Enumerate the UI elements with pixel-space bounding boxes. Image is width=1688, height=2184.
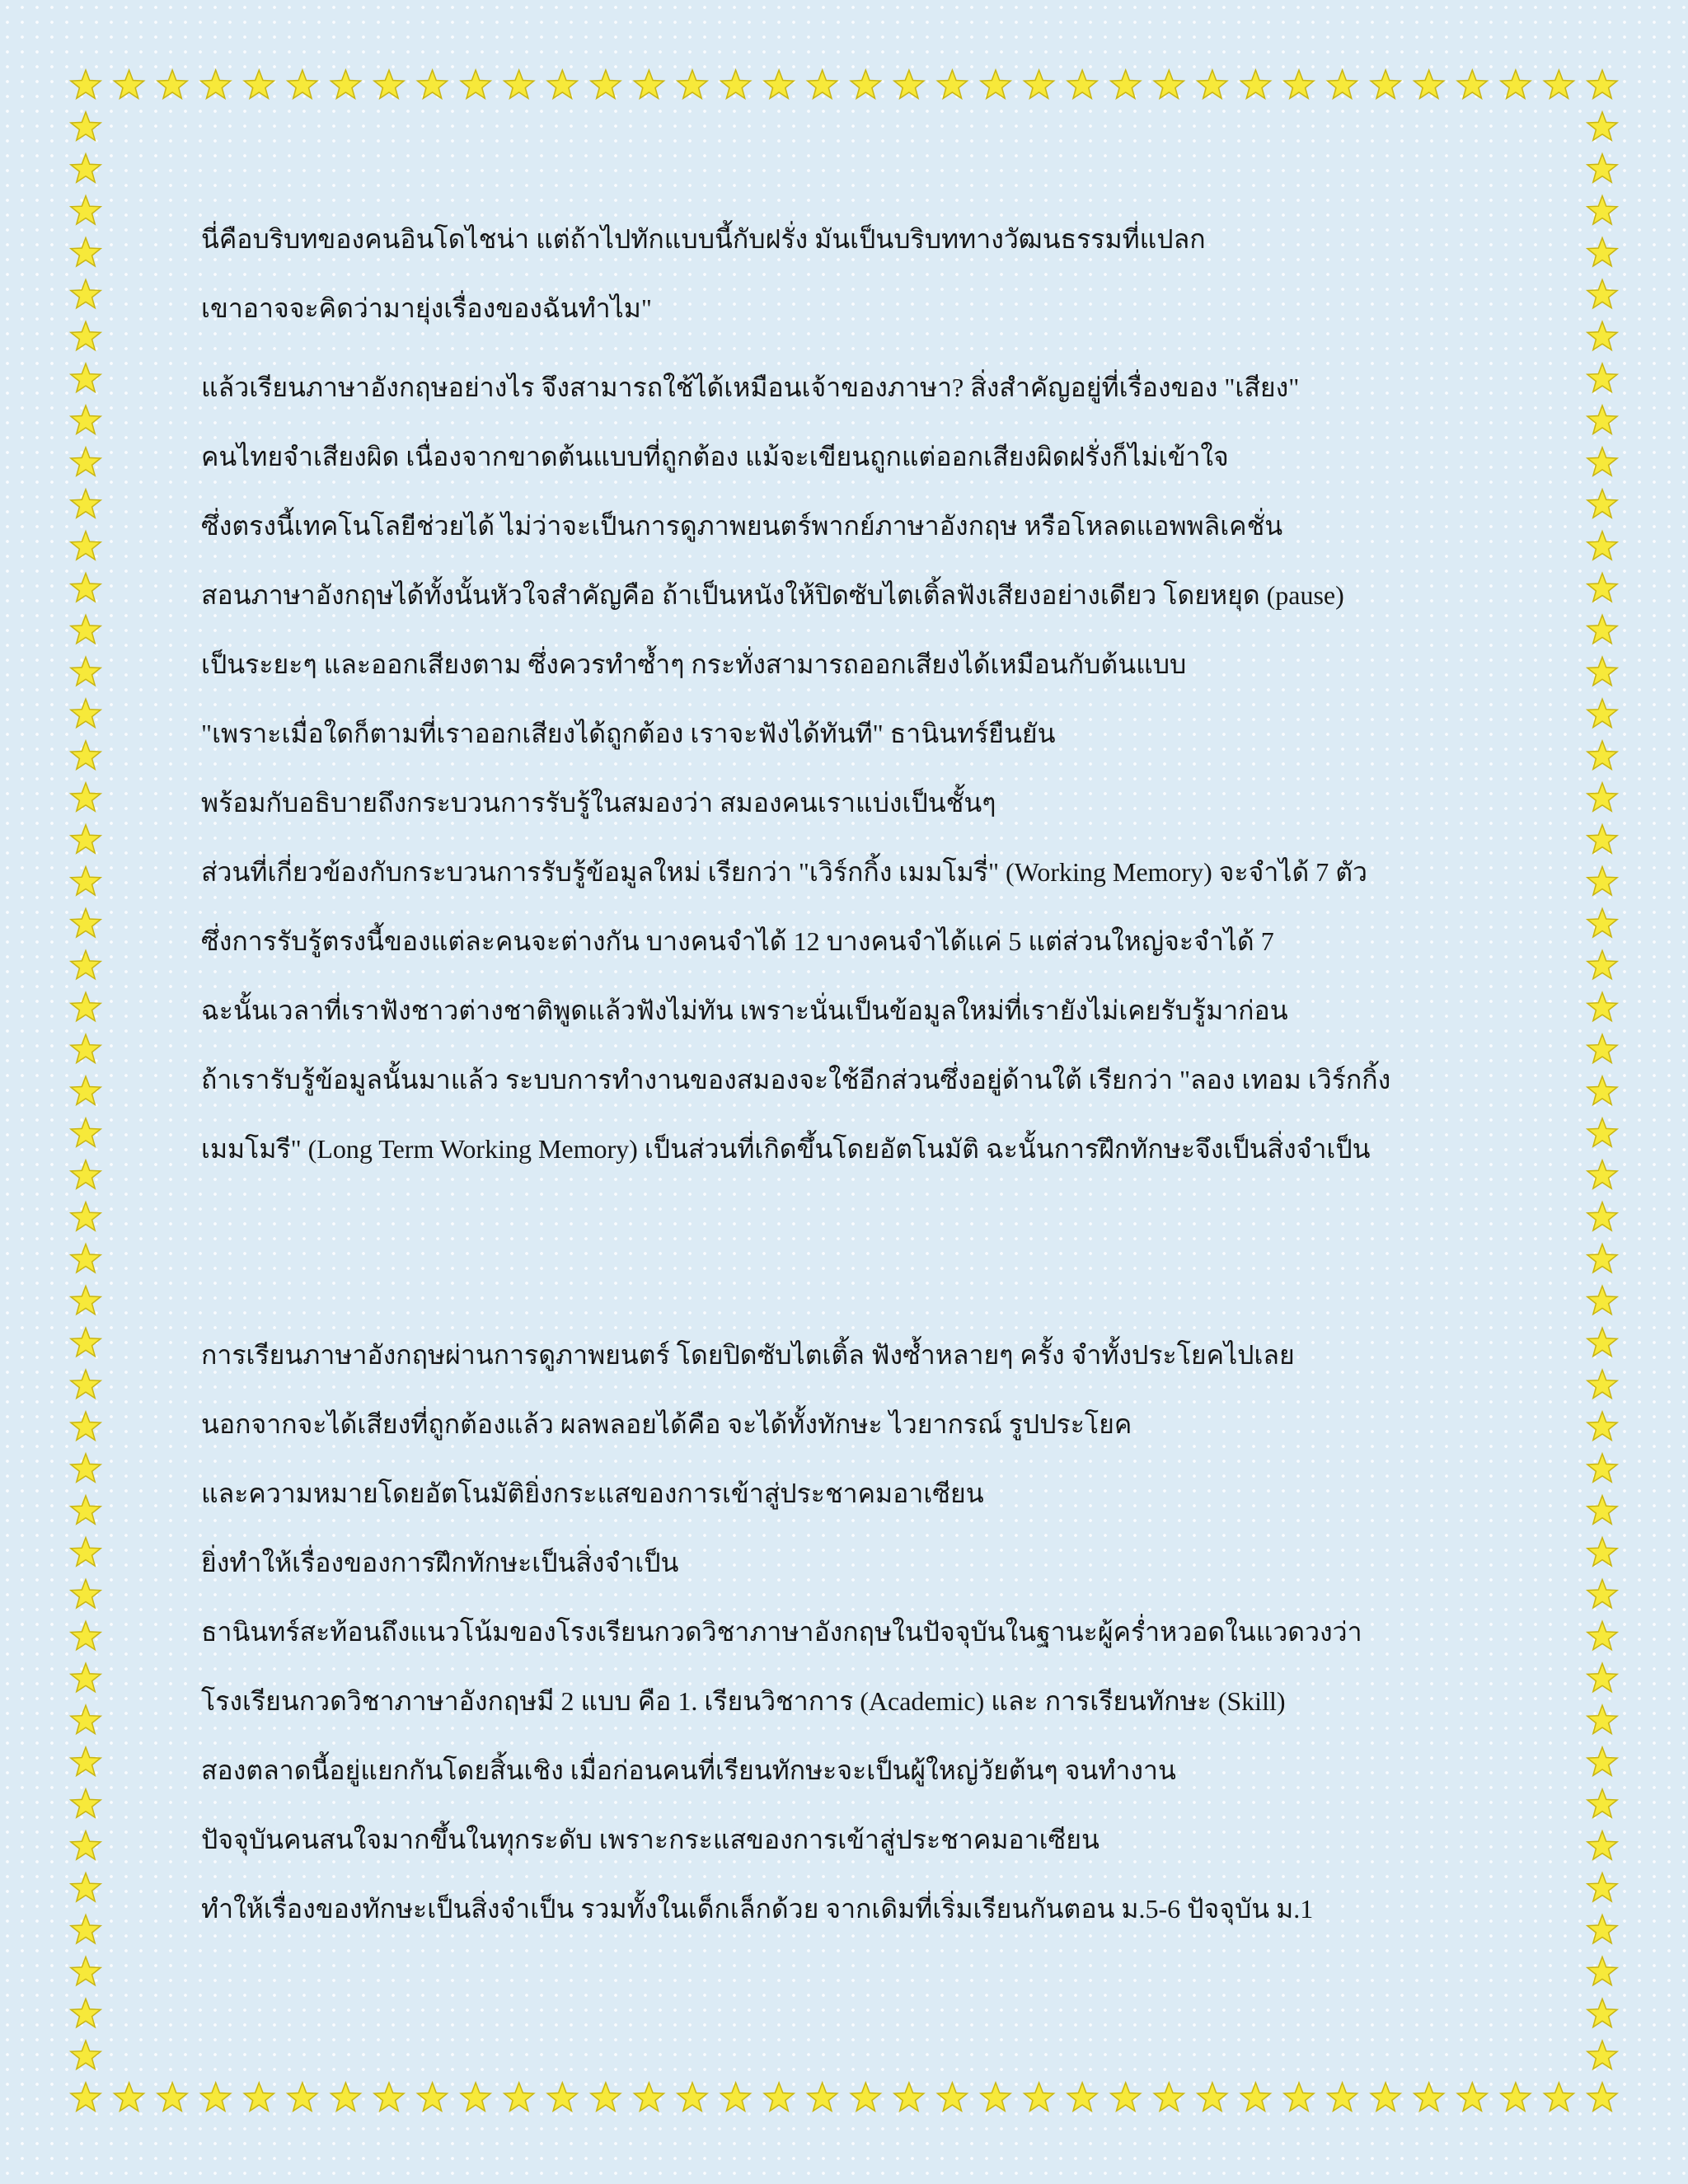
star-icon: [71, 1076, 101, 1104]
star-icon: [1240, 2083, 1270, 2111]
star-icon: [1371, 2083, 1400, 2111]
star-icon: [374, 2083, 404, 2111]
star-icon: [981, 2083, 1010, 2111]
star-icon: [1587, 112, 1617, 140]
star-icon: [1587, 741, 1617, 769]
text-line: ยิ่งทำให้เรื่องของการฝึกทักษะเป็นสิ่งจำเป็น: [201, 1548, 679, 1577]
star-icon: [1067, 70, 1097, 98]
star-icon: [1587, 363, 1617, 391]
star-icon: [71, 825, 101, 853]
star-icon: [1587, 2041, 1617, 2069]
star-icon: [1587, 574, 1617, 602]
text-line: แล้วเรียนภาษาอังกฤษอย่างไร จึงสามารถใช้ได้เหมือนเจ้าของภาษา? สิ่งสำคัญอยู่ที่เรื่องของ "เสียง": [201, 373, 1300, 402]
star-icon: [1025, 70, 1054, 98]
star-icon: [1587, 1412, 1617, 1440]
star-icon: [1587, 909, 1617, 937]
star-icon: [634, 2083, 663, 2111]
star-icon: [937, 70, 967, 98]
star-icon: [1587, 1663, 1617, 1691]
text-line: นี่คือบริบทของคนอินโดไชน่า แต่ถ้าไปทักแบบนี้กับฝรั่ง มันเป็นบริบททางวัฒนธรรมที่แปลก: [201, 224, 1206, 254]
star-icon: [288, 2083, 317, 2111]
star-icon: [1587, 154, 1617, 182]
star-icon: [1544, 2083, 1573, 2111]
star-icon: [288, 70, 317, 98]
star-icon: [71, 1747, 101, 1775]
text-line: สอนภาษาอังกฤษได้ทั้งนั้นหัวใจสำคัญคือ ถ้าเป็นหนังให้ปิดซับไตเติ้ลฟังเสียงอย่างเดียว โดยหยุด (pause): [201, 580, 1344, 610]
star-icon: [1025, 2083, 1054, 2111]
star-icon: [71, 1957, 101, 1985]
paragraph-2: [201, 353, 1553, 1183]
star-icon: [678, 70, 707, 98]
paragraph-3: [201, 1320, 1553, 1943]
star-icon: [1587, 950, 1617, 978]
star-icon: [1587, 1580, 1617, 1608]
star-icon: [1587, 1286, 1617, 1314]
star-icon: [1587, 2083, 1617, 2111]
text-line: สองตลาดนี้อยู่แยกกันโดยสิ้นเชิง เมื่อก่อนคนที่เรียนทักษะจะเป็นผู้ใหญ่วัยต้นๆ จนทำงาน: [201, 1755, 1176, 1785]
star-icon: [71, 657, 101, 685]
star-icon: [1414, 70, 1444, 98]
star-icon: [1587, 1915, 1617, 1943]
star-icon: [1067, 2083, 1097, 2111]
star-icon: [71, 1454, 101, 1482]
star-icon: [331, 70, 360, 98]
star-icon: [1587, 657, 1617, 685]
star-icon: [1587, 405, 1617, 434]
star-icon: [504, 70, 534, 98]
star-icon: [71, 1663, 101, 1691]
star-icon: [1587, 1538, 1617, 1566]
star-icon: [591, 70, 621, 98]
star-icon: [157, 2083, 187, 2111]
star-icon: [244, 2083, 274, 2111]
star-icon: [157, 70, 187, 98]
star-icon: [1587, 70, 1617, 98]
star-icon: [461, 70, 490, 98]
star-icon: [547, 2083, 577, 2111]
star-icon: [71, 1034, 101, 1062]
star-icon: [71, 112, 101, 140]
text-line: ปัจจุบันคนสนใจมากขึ้นในทุกระดับ เพราะกระแสของการเข้าสู่ประชาคมอาเซียน: [201, 1825, 1100, 1854]
star-icon: [808, 70, 837, 98]
star-icon: [71, 615, 101, 643]
star-icon: [71, 238, 101, 266]
star-icon: [851, 2083, 880, 2111]
star-icon: [1587, 1328, 1617, 1356]
star-icon: [71, 909, 101, 937]
star-icon: [1414, 2083, 1444, 2111]
star-icon: [1587, 615, 1617, 643]
star-icon: [115, 2083, 144, 2111]
star-icon: [1587, 321, 1617, 349]
text-line: "เพราะเมื่อใดก็ตามที่เราออกเสียงได้ถูกต้อง เราจะฟังได้ทันที" ธานินทร์ยืนยัน: [201, 719, 1056, 748]
text-line: ทำให้เรื่องของทักษะเป็นสิ่งจำเป็น รวมทั้งในเด็กเล็กด้วย จากเดิมที่เริ่มเรียนกันตอน ม.5-6 ปัจจุบัน ม.1: [201, 1894, 1314, 1924]
star-icon: [71, 1789, 101, 1817]
star-icon: [1501, 2083, 1531, 2111]
star-icon: [71, 1328, 101, 1356]
star-icon: [1587, 1873, 1617, 1901]
text-line: ฉะนั้นเวลาที่เราฟังชาวต่างชาติพูดแล้วฟังไม่ทัน เพราะนั่นเป็นข้อมูลใหม่ที่เรายังไม่เคยรับรู้มาก่อน: [201, 996, 1288, 1025]
star-icon: [1587, 699, 1617, 727]
star-icon: [504, 2083, 534, 2111]
star-icon: [71, 783, 101, 811]
star-icon: [1457, 70, 1487, 98]
star-icon: [71, 950, 101, 978]
star-icon: [461, 2083, 490, 2111]
star-icon: [71, 279, 101, 307]
star-icon: [71, 1160, 101, 1188]
star-icon: [374, 70, 404, 98]
star-icon: [71, 1915, 101, 1943]
star-icon: [764, 70, 794, 98]
star-icon: [1240, 70, 1270, 98]
star-icon: [1587, 1747, 1617, 1775]
star-icon: [1587, 1957, 1617, 1985]
star-icon: [71, 867, 101, 895]
star-icon: [894, 2083, 924, 2111]
text-line: เมมโมรี" (Long Term Working Memory) เป็นส่วนที่เกิดขึ้นโดยอัตโนมัติ ฉะนั้นการฝึกทักษะจึงเป็นสิ่งจำเป็น: [201, 1134, 1371, 1164]
text-line: โรงเรียนกวดวิชาภาษาอังกฤษมี 2 แบบ คือ 1. เรียนวิชาการ (Academic) และ การเรียนทักษะ (Skill): [201, 1686, 1286, 1716]
star-icon: [1544, 70, 1573, 98]
star-icon: [1587, 1454, 1617, 1482]
star-icon: [1587, 1789, 1617, 1817]
star-icon: [71, 1496, 101, 1524]
star-icon: [71, 154, 101, 182]
star-icon: [1587, 490, 1617, 518]
star-icon: [894, 70, 924, 98]
star-icon: [71, 1244, 101, 1272]
star-icon: [1284, 2083, 1314, 2111]
star-icon: [71, 532, 101, 560]
star-icon: [71, 1705, 101, 1733]
star-icon: [1587, 1999, 1617, 2027]
text-line: พร้อมกับอธิบายถึงกระบวนการรับรู้ในสมองว่า สมองคนเราแบ่งเป็นชั้นๆ: [201, 788, 996, 818]
star-icon: [678, 2083, 707, 2111]
star-icon: [71, 2083, 101, 2111]
text-line: การเรียนภาษาอังกฤษผ่านการดูภาพยนตร์ โดยปิดซับไตเติ้ล ฟังซ้ำหลายๆ ครั้ง จำทั้งประโยคไปเลย: [201, 1340, 1295, 1370]
star-icon: [1284, 70, 1314, 98]
star-icon: [1587, 1244, 1617, 1272]
text-line: นอกจากจะได้เสียงที่ถูกต้องแล้ว ผลพลอยได้คือ จะได้ทั้งทักษะ ไวยากรณ์ รูปประโยค: [201, 1409, 1132, 1439]
star-icon: [71, 699, 101, 727]
star-icon: [331, 2083, 360, 2111]
star-icon: [115, 70, 144, 98]
star-icon: [721, 2083, 751, 2111]
star-icon: [71, 405, 101, 434]
star-icon: [71, 1873, 101, 1901]
star-icon: [71, 1621, 101, 1649]
star-icon: [1328, 70, 1357, 98]
star-icon: [244, 70, 274, 98]
star-icon: [1587, 1831, 1617, 1859]
star-icon: [71, 321, 101, 349]
star-icon: [71, 363, 101, 391]
star-icon: [1111, 2083, 1141, 2111]
star-icon: [591, 2083, 621, 2111]
star-icon: [1587, 1370, 1617, 1398]
star-icon: [71, 70, 101, 98]
star-icon: [1587, 1160, 1617, 1188]
star-icon: [1198, 2083, 1227, 2111]
star-icon: [71, 490, 101, 518]
star-icon: [1587, 867, 1617, 895]
star-icon: [71, 1370, 101, 1398]
star-icon: [1587, 992, 1617, 1020]
star-icon: [1587, 825, 1617, 853]
text-line: ส่วนที่เกี่ยวข้องกับกระบวนการรับรู้ข้อมูลใหม่ เรียกว่า "เวิร์กกิ้ง เมมโมรี่" (Working Memory) จะจำได้ 7 ตัว: [201, 857, 1367, 887]
text-line: ซึ่งตรงนี้เทคโนโลยีช่วยได้ ไม่ว่าจะเป็นการดูภาพยนตร์พากย์ภาษาอังกฤษ หรือโหลดแอพพลิเคชั่น: [201, 511, 1283, 541]
star-icon: [71, 1538, 101, 1566]
star-icon: [721, 70, 751, 98]
star-icon: [71, 1118, 101, 1146]
text-line: และความหมายโดยอัตโนมัติยิ่งกระแสของการเข้าสู่ประชาคมอาเซียน: [201, 1479, 984, 1508]
text-line: ซึ่งการรับรู้ตรงนี้ของแต่ละคนจะต่างกัน บางคนจำได้ 12 บางคนจำได้แค่ 5 แต่ส่วนใหญ่จะจำได้ 7: [201, 926, 1274, 956]
star-icon: [764, 2083, 794, 2111]
star-icon: [1328, 2083, 1357, 2111]
star-icon: [1457, 2083, 1487, 2111]
star-icon: [71, 992, 101, 1020]
star-icon: [71, 1286, 101, 1314]
star-icon: [634, 70, 663, 98]
star-icon: [71, 196, 101, 224]
star-icon: [71, 2041, 101, 2069]
star-icon: [1587, 1076, 1617, 1104]
star-icon: [71, 1412, 101, 1440]
star-icon: [1587, 783, 1617, 811]
star-icon: [1587, 1496, 1617, 1524]
star-icon: [71, 1580, 101, 1608]
star-icon: [71, 574, 101, 602]
star-icon: [1501, 70, 1531, 98]
star-icon: [71, 1999, 101, 2027]
star-icon: [1587, 1705, 1617, 1733]
star-icon: [1198, 70, 1227, 98]
text-line: คนไทยจำเสียงผิด เนื่องจากขาดต้นแบบที่ถูกต้อง แม้จะเขียนถูกแต่ออกเสียงผิดฝรั่งก็ไม่เข้าใจ: [201, 442, 1229, 471]
star-icon: [1587, 238, 1617, 266]
star-icon: [1587, 1034, 1617, 1062]
star-icon: [1587, 448, 1617, 476]
star-icon: [201, 70, 231, 98]
star-icon: [1587, 279, 1617, 307]
star-icon: [1371, 70, 1400, 98]
body-text: [201, 204, 1553, 1943]
text-line: เป็นระยะๆ และออกเสียงตาม ซึ่งควรทำซ้ำๆ กระทั่งสามารถออกเสียงได้เหมือนกับต้นแบบ: [201, 649, 1187, 679]
star-icon: [1154, 70, 1184, 98]
star-icon: [851, 70, 880, 98]
star-icon: [937, 2083, 967, 2111]
star-icon: [547, 70, 577, 98]
text-line: ถ้าเรารับรู้ข้อมูลนั้นมาแล้ว ระบบการทำงานของสมองจะใช้อีกส่วนซึ่งอยู่ด้านใต้ เรียกว่า "ลอง เทอม เวิร์กกิ้ง: [201, 1065, 1391, 1094]
star-icon: [981, 70, 1010, 98]
star-icon: [201, 2083, 231, 2111]
paragraph-1: [201, 204, 1553, 343]
star-icon: [1154, 2083, 1184, 2111]
text-line: ธานินทร์สะท้อนถึงแนวโน้มของโรงเรียนกวดวิชาภาษาอังกฤษในปัจจุบันในฐานะผู้คร่ำหวอดในแวดวงว่า: [201, 1617, 1362, 1647]
star-icon: [71, 1831, 101, 1859]
star-icon: [71, 1202, 101, 1230]
text-line: เขาอาจจะคิดว่ามายุ่งเรื่องของฉันทำไม": [201, 293, 652, 323]
star-icon: [808, 2083, 837, 2111]
star-icon: [1587, 1202, 1617, 1230]
star-icon: [1587, 532, 1617, 560]
star-icon: [1111, 70, 1141, 98]
star-icon: [71, 741, 101, 769]
star-icon: [71, 448, 101, 476]
star-icon: [1587, 1621, 1617, 1649]
star-icon: [418, 70, 448, 98]
star-icon: [418, 2083, 448, 2111]
star-icon: [1587, 196, 1617, 224]
star-icon: [1587, 1118, 1617, 1146]
